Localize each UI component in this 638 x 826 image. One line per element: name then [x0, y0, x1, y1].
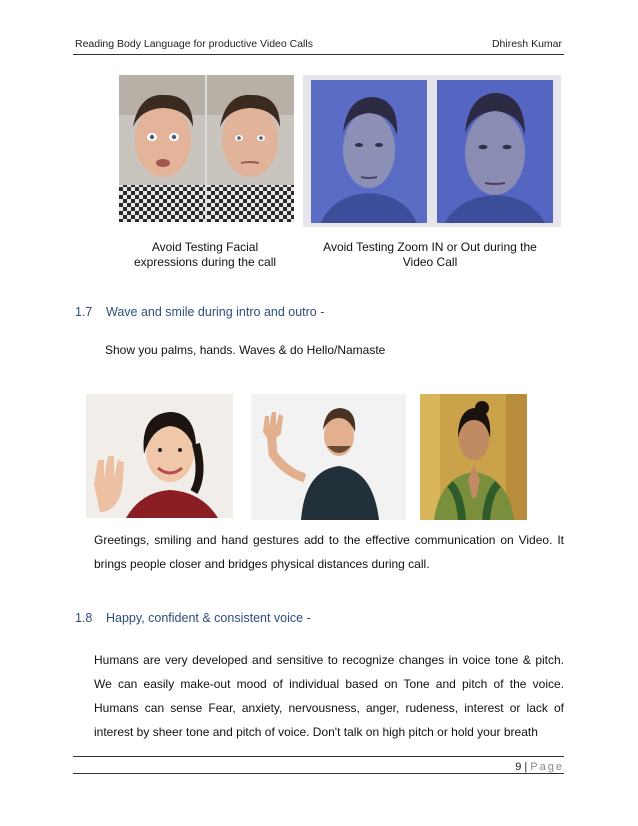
section-number: 1.8: [75, 611, 93, 625]
header-title: Reading Body Language for productive Video Calls: [75, 38, 313, 50]
page-label: Page: [530, 761, 564, 773]
header-author: Dhiresh Kumar: [491, 38, 562, 50]
page-header: [73, 38, 564, 55]
caption-facial-expressions: Avoid Testing Facial expressions during the call: [133, 240, 277, 269]
page-number-value: 9: [515, 761, 522, 773]
man-waving-photo: [251, 394, 406, 520]
section-heading-1-7: [75, 305, 324, 319]
section-title: Wave and smile during intro and outro -: [106, 305, 325, 319]
instruction-text: Show you palms, hands. Waves & do Hello/Namaste: [105, 343, 386, 357]
section-number: 1.7: [75, 305, 93, 319]
greetings-paragraph: Greetings, smiling and hand gestures add to the effective communication on Video. It brings people closer and bridges physical distances during call.: [94, 533, 564, 571]
page-separator: |: [524, 761, 528, 773]
page-number: [515, 761, 564, 773]
man-zoom-in-out-photo: [303, 75, 561, 227]
section-title: Happy, confident & consistent voice -: [106, 611, 311, 625]
section-heading-1-8: [75, 611, 311, 625]
woman-waving-photo: [86, 394, 233, 518]
woman-namaste-photo: [420, 394, 527, 520]
footer-divider-bottom: [73, 773, 564, 774]
footer-divider-top: [73, 756, 564, 757]
voice-paragraph: Humans are very developed and sensitive to recognize changes in voice tone & pitch. We can easily make-out mood of individual based on Tone and pitch of the voice. Humans can sense Fear, anxiety, nervousness, anger, rudeness, interest or lack of interest by sheer tone and pitch of voice. Don't talk on high pitch or hold your breath: [94, 653, 564, 739]
man-facial-expressions-photo: [119, 75, 294, 222]
caption-zoom: Avoid Testing Zoom IN or Out during the Video Call: [323, 240, 537, 269]
